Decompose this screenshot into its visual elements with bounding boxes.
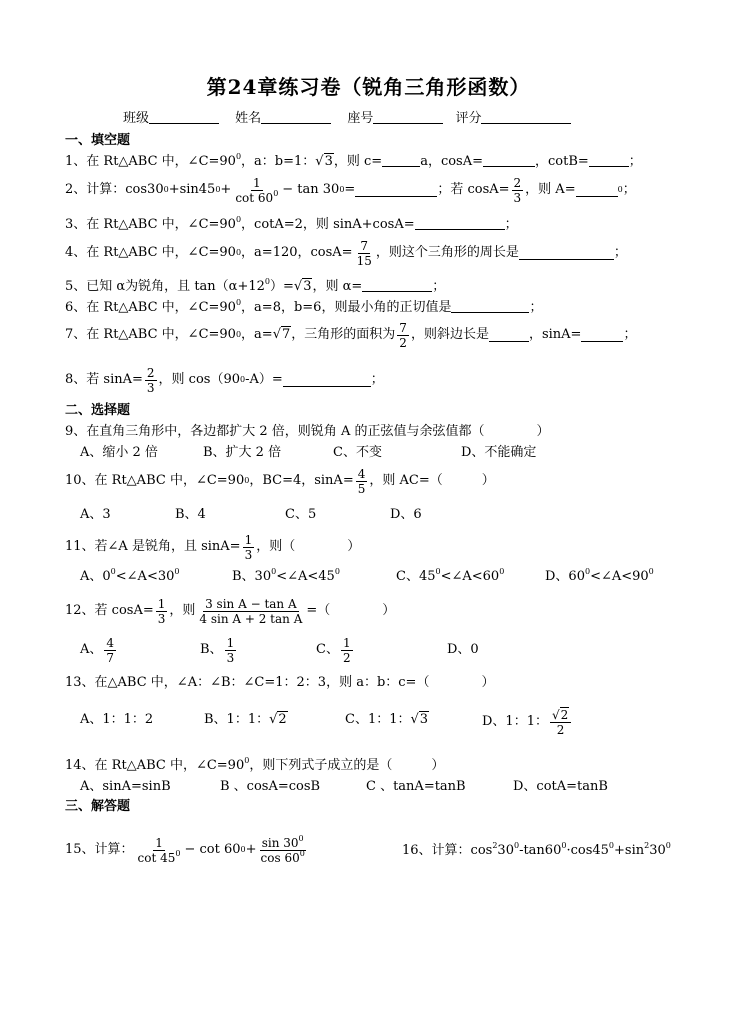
question-14: 14、在 Rt△ABC 中，$\angle C=90^0$，则下列式子成立的是（ ） (65, 756, 445, 773)
option-d[interactable]: D、6 (390, 507, 422, 522)
option-c[interactable]: C 、tanA=tanB (366, 779, 466, 794)
score-field[interactable] (481, 110, 571, 124)
question-4: 4、在 Rt△ABC 中，∠C=90 0 ，a=120，cosA= $\frac{7}{15}$ ，则这个三角形的周长是 ； (65, 238, 627, 268)
option-c[interactable]: C、$45^0<\angle A<60^0$ (396, 567, 505, 584)
option-b[interactable]: B 、cosA=cosB (220, 779, 321, 794)
seat-field[interactable] (373, 110, 443, 124)
question-15: 15、计算： $\frac{1}{\cot 45^0}$ − cot 60 0 + $\frac{\sin 30^0}{\cos 60^0}$ (65, 833, 305, 865)
name-label: 姓名 (235, 111, 262, 126)
question-9: 9、在直角三角形中，各边都扩大 2 倍，则锐角 A 的正弦值与余弦值都（ ） (65, 424, 550, 439)
question-16: 16、计算：$\cos^230^0-\tan 60^0\cdot\cos 45^0+\sin^230^0$ (402, 841, 671, 858)
answer-blank[interactable] (415, 216, 505, 230)
question-12: 12、若 cosA= $\frac{1}{3}$ ，则 $\frac{\text{3 sin A − tan A}}{\text{4 sin A + 2 tan A}}$ =（ ） (65, 596, 396, 626)
answer-blank[interactable] (283, 373, 371, 387)
option-a[interactable]: A、1：1：2 (80, 712, 154, 727)
header-fields (123, 110, 571, 127)
question-8: 8、若 sinA= $\frac{2}{3}$ ，则 cos（90 0 -A）= ； (65, 365, 384, 395)
section-choice-heading: 二、选择题 (65, 403, 131, 418)
option-a[interactable]: A、缩小 2 倍 (80, 445, 158, 460)
question-1: 1、在 Rt△ABC 中，$\angle C=90^0$，a：b=1：√ 3，则 c= a，cosA= ，cotB= ； (65, 153, 642, 170)
option-d[interactable]: D、1：1： √ $\frac{2}{2}$ (482, 704, 573, 740)
answer-blank[interactable] (451, 299, 529, 313)
class-field[interactable] (149, 110, 219, 124)
option-a[interactable]: A、3 (80, 507, 111, 522)
answer-blank[interactable] (489, 328, 529, 342)
option-d[interactable]: D、0 (447, 642, 479, 657)
option-a[interactable]: A、sinA=sinB (80, 779, 171, 794)
answer-blank[interactable] (576, 183, 618, 197)
answer-blank[interactable] (589, 153, 629, 167)
answer-blank[interactable] (382, 153, 420, 167)
score-label: 评分 (455, 111, 482, 126)
option-c[interactable]: C、5 (285, 507, 317, 522)
question-6: 6、在 Rt△ABC 中，$\angle C=90^0$，a=8，b=6，则最小角的正切值是 ； (65, 298, 543, 315)
answer-blank[interactable] (483, 153, 535, 167)
option-b[interactable]: B、扩大 2 倍 (203, 445, 282, 460)
question-3: 3、在 Rt△ABC 中，$\angle C=90^0$，cotA=2，则 sinA+cosA= ； (65, 215, 518, 232)
option-c[interactable]: C、不变 (333, 445, 382, 460)
option-a[interactable]: A、$0^0<\angle A<30^0$ (80, 567, 180, 584)
seat-label: 座号 (347, 111, 374, 126)
option-b[interactable]: B、1：1：√ 2 (204, 712, 288, 728)
question-13: 13、在△ABC 中，∠A：∠B：∠C=1：2：3，则 a：b：c=（ ） (65, 675, 495, 690)
question-5: 5、已知 α为锐角，且 $\tan(\alpha+12^0)=√$ 3，则 α= ； (65, 278, 445, 295)
answer-blank[interactable] (519, 246, 614, 260)
option-d[interactable]: D、不能确定 (461, 445, 537, 460)
option-b[interactable]: B、4 (175, 507, 206, 522)
option-c[interactable]: C、 $\frac{1}{2}$ (316, 635, 351, 665)
option-d[interactable]: D、cotA=tanB (513, 779, 608, 794)
section-answer-heading: 三、解答题 (65, 799, 131, 814)
question-11: 11、若∠A 是锐角，且 sinA= $\frac{1}{3}$ ，则（ ） (65, 532, 361, 562)
class-label: 班级 (123, 111, 150, 126)
option-b[interactable]: B、$30^0<\angle A<45^0$ (232, 567, 340, 584)
answer-blank[interactable] (355, 183, 437, 197)
name-field[interactable] (261, 110, 331, 124)
question-7: 7、在 Rt△ABC 中，∠C=90 0 ，a= √ 7 ，三角形的面积为 $\frac{7}{2}$ ，则斜边长是 ，sinA= ； (65, 318, 636, 352)
option-d[interactable]: D、$60^0<\angle A<90^0$ (545, 567, 654, 584)
option-b[interactable]: B、 $\frac{1}{3}$ (200, 635, 235, 665)
section-fill-heading: 一、填空题 (65, 133, 131, 148)
page-title: 第24章练习卷（锐角三角形函数） (206, 75, 531, 99)
option-a[interactable]: A、 $\frac{4}{7}$ (80, 635, 115, 665)
answer-blank[interactable] (362, 278, 432, 292)
option-c[interactable]: C、1：1：√ 3 (345, 712, 429, 728)
question-2: 2、计算：cos30 0 +sin45 0 + $\frac{1}{\cot 60^0}$ − tan 30 0 = ；若 cosA= $\frac{2}{3}$ ，则 A= 0 ； (65, 175, 636, 205)
question-10: 10、在 Rt△ABC 中，∠C=90 0 ，BC=4，sinA= $\frac{4}{5}$ ，则 AC=（ ） (65, 466, 495, 496)
answer-blank[interactable] (581, 328, 623, 342)
